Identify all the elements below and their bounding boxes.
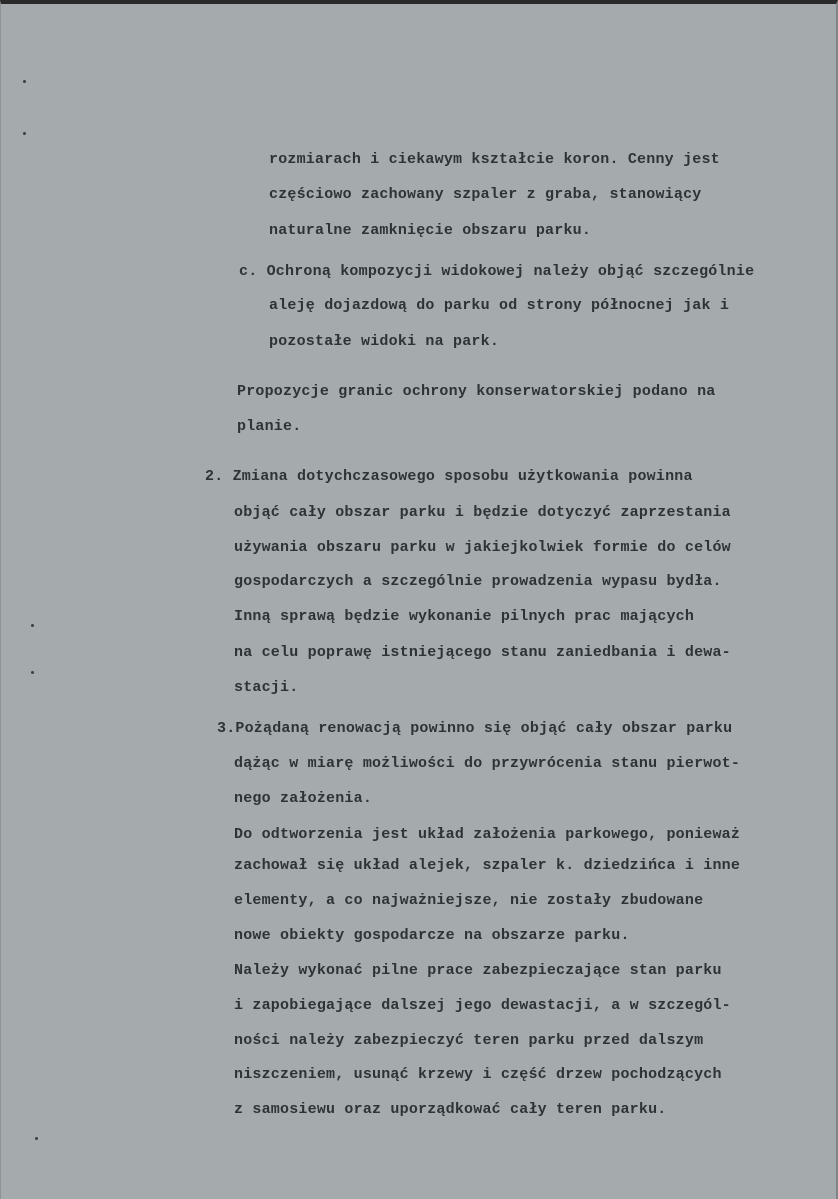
text-line: c. Ochroną kompozycji widokowej należy objąć szczególnie xyxy=(239,263,755,280)
text-line: Należy wykonać pilne prace zabezpieczające stan parku xyxy=(234,962,722,979)
text-line: pozostałe widoki na park. xyxy=(269,333,500,350)
text-line: gospodarczych a szczególnie prowadzenia wypasu bydła. xyxy=(234,573,722,590)
text-line: na celu poprawę istniejącego stanu zaniedbania i dewa- xyxy=(234,644,731,661)
text-line: nego założenia. xyxy=(234,790,373,807)
text-line: Do odtworzenia jest układ założenia parkowego, ponieważ xyxy=(234,826,741,843)
scan-speck xyxy=(23,80,26,83)
text-line: niszczeniem, usunąć krzewy i część drzew pochodzących xyxy=(234,1066,722,1083)
text-line: stacji. xyxy=(234,679,299,696)
text-line: używania obszaru parku w jakiejkolwiek formie do celów xyxy=(234,539,731,556)
text-line: naturalne zamknięcie obszaru parku. xyxy=(269,222,592,239)
text-line: elementy, a co najważniejsze, nie zostały zbudowane xyxy=(234,892,704,909)
text-line: 3.Pożądaną renowacją powinno się objąć cały obszar parku xyxy=(217,720,733,737)
text-line: nowe obiekty gospodarcze na obszarze parku. xyxy=(234,927,630,944)
text-line: i zapobiegające dalszej jego dewastacji, a w szczegól- xyxy=(234,997,731,1014)
text-line: planie. xyxy=(237,418,302,435)
scan-speck xyxy=(31,671,34,674)
text-line: Inną sprawą będzie wykonanie pilnych prac mających xyxy=(234,608,695,625)
scan-speck xyxy=(35,1137,38,1140)
text-line: Propozycje granic ochrony konserwatorskiej podano na xyxy=(237,383,716,400)
scan-speck xyxy=(23,132,26,135)
text-line: dążąc w miarę możliwości do przywrócenia stanu pierwot- xyxy=(234,755,741,772)
text-line: rozmiarach i ciekawym kształcie koron. Cenny jest xyxy=(269,151,720,168)
text-line: 2. Zmiana dotychczasowego sposobu użytkowania powinna xyxy=(205,468,693,485)
scan-speck xyxy=(31,624,34,627)
text-line: objąć cały obszar parku i będzie dotyczyć zaprzestania xyxy=(234,504,731,521)
text-line: aleję dojazdową do parku od strony północnej jak i xyxy=(269,297,730,314)
text-line: zachował się układ alejek, szpaler k. dziedzińca i inne xyxy=(234,857,741,874)
text-line: z samosiewu oraz uporządkować cały teren parku. xyxy=(234,1101,667,1118)
text-line: ności należy zabezpieczyć teren parku przed dalszym xyxy=(234,1032,704,1049)
text-line: częściowo zachowany szpaler z graba, stanowiący xyxy=(269,186,702,203)
